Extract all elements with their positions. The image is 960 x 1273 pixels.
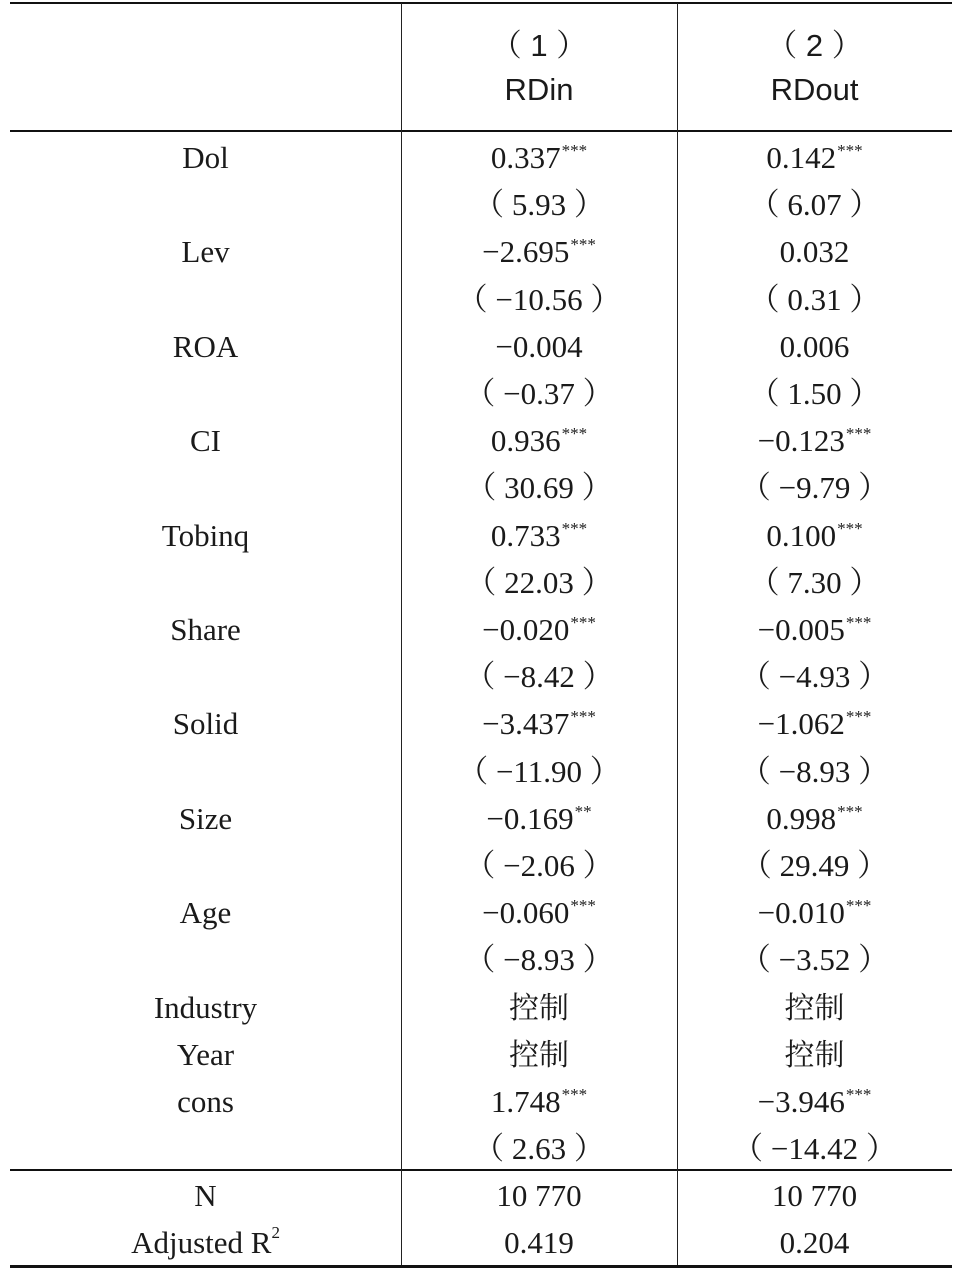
value-cell-col-2 bbox=[677, 984, 952, 1031]
coefficient-value: （ 29.49 ） bbox=[740, 848, 889, 883]
row-label: Industry bbox=[153, 989, 258, 1025]
table-row bbox=[10, 1031, 952, 1078]
coefficient-value: 控制 bbox=[509, 990, 569, 1026]
row-label bbox=[10, 936, 401, 983]
significance-stars: *** bbox=[561, 141, 588, 160]
table-row bbox=[10, 795, 952, 842]
header-rule bbox=[10, 130, 952, 132]
coefficient-value: 0.936 bbox=[490, 423, 561, 459]
value-cell-col-1 bbox=[401, 700, 677, 747]
table-header bbox=[10, 0, 952, 130]
value-cell-col-1 bbox=[401, 842, 677, 889]
coefficient-value: 0.733 bbox=[490, 517, 561, 553]
significance-stars: ** bbox=[574, 801, 592, 821]
regression-table bbox=[10, 0, 952, 1270]
coefficient-value: （ −10.56 ） bbox=[456, 281, 622, 317]
value-cell-col-1 bbox=[401, 417, 677, 464]
coefficient-value: （ −8.93 ） bbox=[739, 753, 890, 789]
table-row bbox=[10, 417, 952, 464]
footer-n-col-2: 10 770 bbox=[771, 1178, 858, 1213]
value-cell-col-1 bbox=[401, 276, 677, 323]
coefficient-value: 0.100 bbox=[766, 517, 837, 553]
coefficient-value: −0.004 bbox=[495, 328, 583, 364]
value-cell-col-1 bbox=[401, 134, 677, 181]
coefficient-value: （ 22.03 ） bbox=[465, 564, 613, 600]
table-row bbox=[10, 228, 952, 275]
table-row bbox=[10, 464, 952, 511]
value-cell-col-1 bbox=[401, 1125, 677, 1172]
row-label bbox=[10, 370, 401, 417]
row-label: CI bbox=[190, 423, 221, 459]
table-row bbox=[10, 984, 952, 1031]
footer-r2-col-2: 0.204 bbox=[779, 1225, 850, 1260]
row-label bbox=[10, 748, 401, 795]
coefficient-value: （ −8.42 ） bbox=[464, 659, 614, 695]
coefficient-value: （ 0.31 ） bbox=[748, 281, 881, 317]
value-cell-col-2 bbox=[677, 228, 952, 275]
header-col-1-number: （ 1 ） bbox=[490, 28, 588, 63]
table-row bbox=[10, 842, 952, 889]
table-row bbox=[10, 1078, 952, 1125]
coefficient-value: 1.748 bbox=[490, 1084, 561, 1119]
table-row bbox=[10, 181, 952, 228]
row-label: Lev bbox=[181, 234, 230, 270]
coefficient-value: （ −14.42 ） bbox=[732, 1131, 897, 1167]
coefficient-value: 0.142 bbox=[766, 140, 837, 175]
significance-stars: *** bbox=[837, 141, 863, 160]
row-label: Dol bbox=[182, 140, 229, 175]
significance-stars: *** bbox=[561, 1085, 588, 1104]
row-label: cons bbox=[177, 1084, 234, 1119]
value-cell-col-1 bbox=[401, 795, 677, 842]
table-row bbox=[10, 323, 952, 370]
value-cell-col-2 bbox=[677, 700, 952, 747]
header-col-1-name: RDin bbox=[504, 72, 574, 107]
value-cell-col-1 bbox=[401, 228, 677, 275]
coefficient-value: （ 2.63 ） bbox=[473, 1131, 605, 1167]
significance-stars: *** bbox=[570, 896, 596, 916]
row-label bbox=[10, 559, 401, 606]
table-row bbox=[10, 936, 952, 983]
row-label bbox=[10, 464, 401, 511]
row-label: Share bbox=[170, 612, 241, 647]
coefficient-value: （ 5.93 ） bbox=[473, 187, 605, 223]
coefficient-value: （ 1.50 ） bbox=[748, 376, 881, 411]
value-cell-col-1 bbox=[401, 936, 677, 983]
value-cell-col-2 bbox=[677, 276, 952, 323]
footer-row-adjusted-r2 bbox=[10, 1219, 952, 1266]
significance-stars: *** bbox=[570, 235, 596, 255]
table-row bbox=[10, 653, 952, 700]
row-label bbox=[10, 653, 401, 700]
value-cell-col-2 bbox=[677, 181, 952, 228]
value-cell-col-1 bbox=[401, 370, 677, 417]
coefficient-value: （ 6.07 ） bbox=[748, 187, 881, 223]
coefficient-value: −3.437 bbox=[482, 706, 570, 742]
value-cell-col-1 bbox=[401, 889, 677, 936]
coefficient-value: 控制 bbox=[784, 990, 845, 1026]
significance-stars: *** bbox=[845, 613, 872, 632]
coefficient-value: （ −4.93 ） bbox=[739, 659, 890, 695]
footer-label-n: N bbox=[194, 1178, 217, 1213]
coefficient-value: −0.169 bbox=[486, 800, 574, 836]
value-cell-col-2 bbox=[677, 1078, 952, 1125]
significance-stars: *** bbox=[845, 896, 872, 916]
value-cell-col-2 bbox=[677, 842, 952, 889]
coefficient-value: （ −11.90 ） bbox=[457, 753, 621, 789]
coefficient-value: （ 30.69 ） bbox=[465, 470, 613, 506]
row-label: Size bbox=[178, 800, 233, 836]
table-row bbox=[10, 700, 952, 747]
significance-stars: *** bbox=[561, 518, 588, 538]
row-label: Tobinq bbox=[161, 517, 250, 553]
table-row bbox=[10, 748, 952, 795]
adjusted-r-text: Adjusted R bbox=[131, 1225, 272, 1260]
table-row bbox=[10, 1125, 952, 1172]
coefficient-value: （ −9.79 ） bbox=[739, 470, 890, 506]
header-col-2 bbox=[677, 0, 952, 130]
header-col-1 bbox=[401, 0, 677, 130]
header-col-2-name: RDout bbox=[770, 72, 859, 107]
value-cell-col-1 bbox=[401, 512, 677, 559]
significance-stars: *** bbox=[845, 707, 872, 727]
table-row bbox=[10, 276, 952, 323]
table-row bbox=[10, 889, 952, 936]
r-squared-superscript: 2 bbox=[271, 1222, 280, 1242]
value-cell-col-1 bbox=[401, 559, 677, 606]
value-cell-col-1 bbox=[401, 323, 677, 370]
value-cell-col-2 bbox=[677, 370, 952, 417]
header-empty-cell bbox=[10, 0, 401, 130]
value-cell-col-1 bbox=[401, 606, 677, 653]
row-label bbox=[10, 1125, 401, 1172]
coefficient-value: −0.060 bbox=[482, 895, 570, 931]
table-row bbox=[10, 606, 952, 653]
row-label: Solid bbox=[172, 706, 239, 742]
coefficient-value: −0.123 bbox=[757, 423, 845, 459]
row-label: Year bbox=[176, 1036, 235, 1072]
coefficient-value: −0.005 bbox=[757, 612, 845, 647]
significance-stars: *** bbox=[837, 801, 863, 821]
footer-n-col-1: 10 770 bbox=[496, 1178, 582, 1213]
coefficient-value: （ 7.30 ） bbox=[748, 564, 881, 600]
coefficient-value: （ −8.93 ） bbox=[464, 942, 614, 978]
significance-stars: *** bbox=[837, 518, 863, 538]
table-row bbox=[10, 512, 952, 559]
coefficient-value: −1.062 bbox=[757, 706, 845, 742]
value-cell-col-2 bbox=[677, 323, 952, 370]
significance-stars: *** bbox=[845, 1085, 872, 1104]
value-cell-col-2 bbox=[677, 748, 952, 795]
coefficient-value: 0.032 bbox=[779, 234, 850, 270]
significance-stars: *** bbox=[561, 424, 588, 444]
coefficient-value: （ −0.37 ） bbox=[464, 376, 614, 411]
row-label bbox=[10, 276, 401, 323]
value-cell-col-1 bbox=[401, 748, 677, 795]
value-cell-col-2 bbox=[677, 512, 952, 559]
row-label: ROA bbox=[172, 328, 239, 364]
value-cell-col-1 bbox=[401, 1031, 677, 1078]
coefficient-value: 控制 bbox=[784, 1037, 845, 1073]
row-label: Age bbox=[179, 895, 232, 931]
table-row bbox=[10, 559, 952, 606]
coefficient-value: （ −3.52 ） bbox=[739, 942, 890, 978]
coefficient-value: 0.006 bbox=[779, 328, 850, 364]
value-cell-col-1 bbox=[401, 984, 677, 1031]
coefficient-value: −0.010 bbox=[757, 895, 845, 931]
coefficient-value: 控制 bbox=[509, 1037, 569, 1073]
row-label bbox=[10, 842, 401, 889]
header-col-2-number: （ 2 ） bbox=[766, 28, 863, 63]
table-row bbox=[10, 134, 952, 181]
value-cell-col-2 bbox=[677, 653, 952, 700]
coefficient-value: −0.020 bbox=[482, 612, 570, 647]
value-cell-col-2 bbox=[677, 464, 952, 511]
footer-label-adjusted-r2 bbox=[10, 1219, 401, 1266]
significance-stars: *** bbox=[845, 424, 872, 444]
value-cell-col-1 bbox=[401, 181, 677, 228]
value-cell-col-2 bbox=[677, 134, 952, 181]
value-cell-col-2 bbox=[677, 1125, 952, 1172]
value-cell-col-1 bbox=[401, 464, 677, 511]
value-cell-col-1 bbox=[401, 653, 677, 700]
value-cell-col-2 bbox=[677, 889, 952, 936]
footer-row-n bbox=[10, 1172, 952, 1219]
coefficient-value: （ −2.06 ） bbox=[464, 848, 614, 883]
table-row bbox=[10, 370, 952, 417]
coefficient-value: −2.695 bbox=[482, 234, 570, 270]
significance-stars: *** bbox=[570, 613, 596, 632]
footer-r2-col-1: 0.419 bbox=[504, 1225, 574, 1260]
row-label bbox=[10, 181, 401, 228]
coefficient-value: 0.998 bbox=[766, 800, 837, 836]
value-cell-col-2 bbox=[677, 795, 952, 842]
value-cell-col-2 bbox=[677, 936, 952, 983]
value-cell-col-2 bbox=[677, 417, 952, 464]
value-cell-col-1 bbox=[401, 1078, 677, 1125]
coefficient-value: −3.946 bbox=[757, 1084, 845, 1119]
value-cell-col-2 bbox=[677, 1031, 952, 1078]
significance-stars: *** bbox=[570, 707, 596, 727]
value-cell-col-2 bbox=[677, 559, 952, 606]
coefficient-value: 0.337 bbox=[490, 140, 561, 175]
value-cell-col-2 bbox=[677, 606, 952, 653]
